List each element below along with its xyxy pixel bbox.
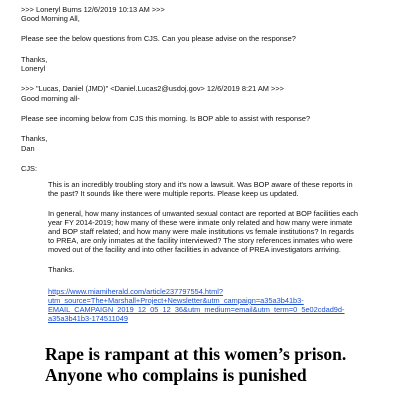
cjs-para2-line: and BOP staff related; and how many were male institutions vs female institutions? In regards xyxy=(48,227,354,236)
email1-greeting: Good Morning All, xyxy=(21,14,80,23)
email1-body: Please see the below questions from CJS. Can you please advise on the response? xyxy=(21,34,296,43)
article-headline xyxy=(45,344,346,386)
email1-header: >>> Loneryl Burns 12/6/2019 10:13 AM >>> xyxy=(21,5,165,14)
email1-signoff: Thanks, xyxy=(21,55,48,64)
cjs-label: CJS: xyxy=(21,164,38,173)
cjs-para2-line: In general, how many instances of unwanted sexual contact are reported at BOP facilities each xyxy=(48,209,359,218)
cjs-para2-line: moved out of the facility and into other facilities in advance of PREA investigators arriving. xyxy=(48,245,341,254)
cjs-para2-line: to PREA, are only inmates at the facility interviewed? The story references inmates who were xyxy=(48,236,353,245)
cjs-thanks: Thanks. xyxy=(48,265,75,274)
cjs-para1-line: the past? It sounds like there were multiple reports. Please keep us updated. xyxy=(48,189,299,198)
email2-signature: Dan xyxy=(21,144,35,153)
article-link[interactable]: https://www.miamiherald.com/article237797554.html? xyxy=(48,287,223,296)
email2-header: >>> "Lucas, Daniel (JMD)" <Daniel.Lucas2@usdoj.gov> 12/6/2019 8:21 AM >>> xyxy=(21,84,284,93)
article-link[interactable]: a35a3b41b3-174511049 xyxy=(48,314,129,323)
email2-greeting: Good morning all- xyxy=(21,94,80,103)
article-headline-line: Anyone who complains is punished xyxy=(45,365,307,385)
article-headline-line: Rape is rampant at this women’s prison. xyxy=(45,344,347,364)
email2-body: Please see incoming below from CJS this morning. Is BOP able to assist with response? xyxy=(21,114,311,123)
cjs-para1-line: This is an incredibly troubling story and it's now a lawsuit. Was BOP aware of these reports in xyxy=(48,180,353,189)
cjs-para2-line: year FY 2014-2019; how many of these were inmate only related and how many were inmate xyxy=(48,218,353,227)
email1-signature: Loneryl xyxy=(21,64,46,73)
email2-signoff: Thanks, xyxy=(21,134,48,143)
article-link[interactable]: EMAIL_CAMPAIGN_2019_12_05_12_36&utm_medium=email&utm_term=0_5e02cdad9d- xyxy=(48,305,345,314)
article-link[interactable]: utm_source=The+Marshall+Project+Newsletter&utm_campaign=a35a3b41b3- xyxy=(48,296,304,305)
